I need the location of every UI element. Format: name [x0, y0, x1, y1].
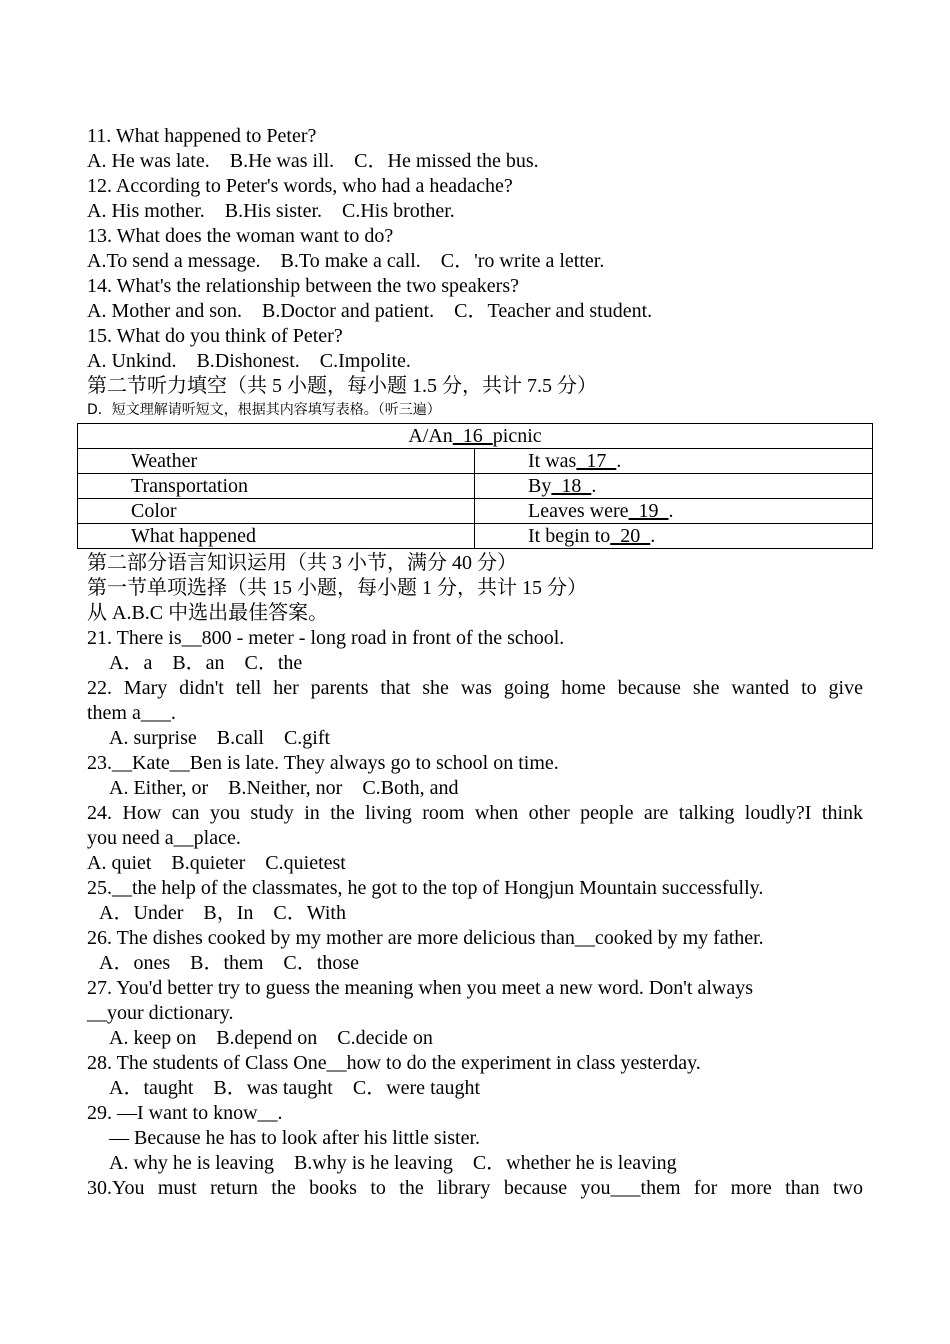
question-24: 24. How can you study in the living room when other people are talking loudly?I think [87, 802, 863, 824]
table-row [78, 524, 873, 549]
question-25: 25.__the help of the classmates, he got to the top of Hongjun Mountain successfully. [87, 877, 764, 899]
question-22-options: A. surprise B.call C.gift [109, 727, 331, 749]
listening-section [87, 124, 863, 421]
section-fill-heading: 第二节听力填空（共 5 小题，每小题 1.5 分，共计 7.5 分） [87, 375, 597, 397]
question-14: 14. What's the relationship between the two speakers? [87, 275, 519, 297]
row-label: What happened [78, 524, 475, 549]
question-27-cont: __your dictionary. [87, 1002, 234, 1024]
question-13-options: A.To send a message. B.To make a call. C．'ro write a letter. [87, 250, 605, 272]
question-30: 30.You must return the books to the library because you___them for more than two [87, 1177, 863, 1199]
question-29-response: — Because he has to look after his little sister. [109, 1127, 481, 1149]
blank-16[interactable]: 16 [452, 425, 493, 447]
table-row [78, 474, 873, 499]
grammar-section [87, 551, 863, 1201]
table-row [78, 449, 873, 474]
row-value: It was 17 . [475, 449, 873, 474]
question-11-options: A. He was late. B.He was ill. C．He missed the bus. [87, 150, 539, 172]
picnic-table [77, 423, 873, 549]
question-14-options: A. Mother and son. B.Doctor and patient. C．Teacher and student. [87, 300, 653, 322]
row-value: By 18 . [475, 474, 873, 499]
blank-20[interactable]: 20 [610, 525, 651, 547]
question-11: 11. What happened to Peter? [87, 125, 317, 147]
question-23-options: A. Either, or B.Neither, nor C.Both, and [109, 777, 459, 799]
row-label: Transportation [78, 474, 475, 499]
part2-instruction: 从 A.B.C 中选出最佳答案。 [87, 602, 329, 624]
question-27: 27. You'd better try to guess the meaning when you meet a new word. Don't always [87, 977, 753, 999]
row-label: Weather [78, 449, 475, 474]
question-29: 29. —I want to know__. [87, 1102, 283, 1124]
question-15: 15. What do you think of Peter? [87, 325, 343, 347]
table-title-row [78, 424, 873, 449]
question-21-options: A．a B．an C．the [109, 652, 303, 674]
question-22: 22. Mary didn't tell her parents that she was going home because she wanted to give [87, 677, 863, 699]
blank-17[interactable]: 17 [576, 450, 617, 472]
part2-subheading: 第一节单项选择（共 15 小题，每小题 1 分，共计 15 分） [87, 577, 587, 599]
part2-heading: 第二部分语言知识运用（共 3 小节，满分 40 分） [87, 552, 517, 574]
question-24-options: A. quiet B.quieter C.quietest [87, 852, 346, 874]
blank-18[interactable]: 18 [551, 475, 592, 497]
table-row [78, 499, 873, 524]
question-26-options: A．ones B．them C．those [99, 952, 359, 974]
blank-19[interactable]: 19 [628, 500, 669, 522]
question-15-options: A. Unkind. B.Dishonest. C.Impolite. [87, 350, 411, 372]
question-29-options: A. why he is leaving B.why is he leaving C．whether he is leaving [109, 1152, 677, 1174]
question-24-cont: you need a__place. [87, 827, 241, 849]
question-26: 26. The dishes cooked by my mother are more delicious than__cooked by my father. [87, 927, 764, 949]
question-22-cont: them a___. [87, 702, 176, 724]
section-fill-instruction: D．短文理解请听短文，根据其内容填写表格。（听三遍） [87, 402, 441, 418]
table-title: A/An 16 picnic [78, 424, 873, 449]
question-25-options: A．Under B，In C．With [99, 902, 346, 924]
question-12: 12. According to Peter's words, who had a headache? [87, 175, 513, 197]
question-27-options: A. keep on B.depend on C.decide on [109, 1027, 433, 1049]
question-21: 21. There is__800 - meter - long road in front of the school. [87, 627, 565, 649]
row-label: Color [78, 499, 475, 524]
row-value: It begin to 20 . [475, 524, 873, 549]
question-28-options: A．taught B．was taught C．were taught [109, 1077, 481, 1099]
question-28: 28. The students of Class One__how to do the experiment in class yesterday. [87, 1052, 701, 1074]
question-23: 23.__Kate__Ben is late. They always go to school on time. [87, 752, 559, 774]
question-12-options: A. His mother. B.His sister. C.His brother. [87, 200, 455, 222]
row-value: Leaves were 19 . [475, 499, 873, 524]
question-13: 13. What does the woman want to do? [87, 225, 394, 247]
